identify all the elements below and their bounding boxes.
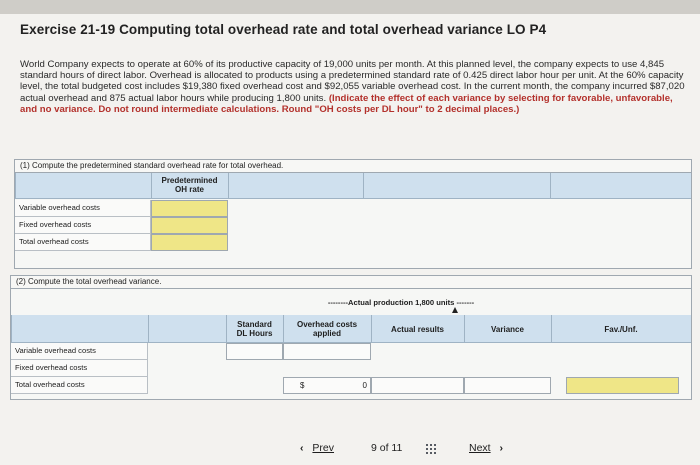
p1-row-total: Total overhead costs xyxy=(15,234,151,251)
total-variance-cell[interactable] xyxy=(464,377,551,394)
oh-applied-input[interactable] xyxy=(283,343,371,360)
part2-heading: (2) Compute the total overhead variance. xyxy=(11,276,691,289)
part1-header-band xyxy=(15,173,691,199)
prev-button[interactable] xyxy=(300,442,334,454)
total-actual-results-cell[interactable] xyxy=(371,377,464,394)
p1-total-rate-input[interactable] xyxy=(151,234,228,251)
page-indicator: 9 of 11 xyxy=(371,442,403,454)
fav-unf-header: Fav./Unf. xyxy=(604,325,638,334)
p1-variable-rate-input[interactable] xyxy=(151,200,228,217)
chevron-right-icon: › xyxy=(499,442,504,454)
p1-row-fixed: Fixed overhead costs xyxy=(15,217,151,234)
p2-row-fixed: Fixed overhead costs xyxy=(11,360,148,377)
total-fav-unf-select[interactable] xyxy=(566,377,679,394)
next-label: Next xyxy=(469,442,491,454)
variance-header: Variance xyxy=(491,325,524,334)
description-text: World Company expects to operate at 60% of its productive capacity of 19,000 units per month. At this planned level, the company expects to use 4,845 standard hours of direct labor. Overhead is allocated to products using a predetermined standard rate of 0.425 direct labor hour per unit. At the 60% capacity level, the total budgeted cost includes $19,380 fixed overhead cost and $92,055 variable overhead cost. In the current month, the company incurred $87,020 actual overhead and 875 actual labor hours while producing 1,800 units. xyxy=(20,59,685,104)
part1-heading: (1) Compute the predetermined standard overhead rate for total overhead. xyxy=(15,160,691,173)
exercise-description xyxy=(20,59,692,115)
total-oh-applied-value: 0 xyxy=(362,381,367,390)
dollar-sign: $ xyxy=(300,381,305,390)
prev-label: Prev xyxy=(312,442,335,454)
chevron-left-icon: ‹ xyxy=(300,442,304,454)
next-button[interactable] xyxy=(469,442,503,454)
predetermined-oh-rate-header: Predetermined OH rate xyxy=(161,176,218,194)
grid-icon[interactable] xyxy=(425,443,437,455)
p1-row-variable: Variable overhead costs xyxy=(15,200,151,217)
part1-panel xyxy=(14,159,692,269)
std-hours-input[interactable] xyxy=(226,343,283,360)
total-oh-applied-cell[interactable] xyxy=(283,377,371,394)
part2-panel xyxy=(10,275,692,400)
actual-production-label: --------Actual production 1,800 units ------- xyxy=(327,298,475,307)
description-instruction: (Indicate the effect of each variance by selecting for favorable, unfavorable, and no variance. Do not round intermediate calculations. Round "OH costs per DL hour" to 2 decimal places.) xyxy=(20,92,673,115)
oh-applied-header: Overhead costs applied xyxy=(296,320,358,338)
std-dl-hours-header: Standard DL Hours xyxy=(236,320,273,338)
actual-results-header: Actual results xyxy=(391,325,444,334)
cursor-icon xyxy=(452,307,458,313)
top-bar xyxy=(0,0,700,14)
exercise-title: Exercise 21-19 Computing total overhead rate and total overhead variance LO P4 xyxy=(20,22,547,37)
p2-row-variable: Variable overhead costs xyxy=(11,343,148,360)
p2-row-total: Total overhead costs xyxy=(11,377,148,394)
p1-fixed-rate-input[interactable] xyxy=(151,217,228,234)
